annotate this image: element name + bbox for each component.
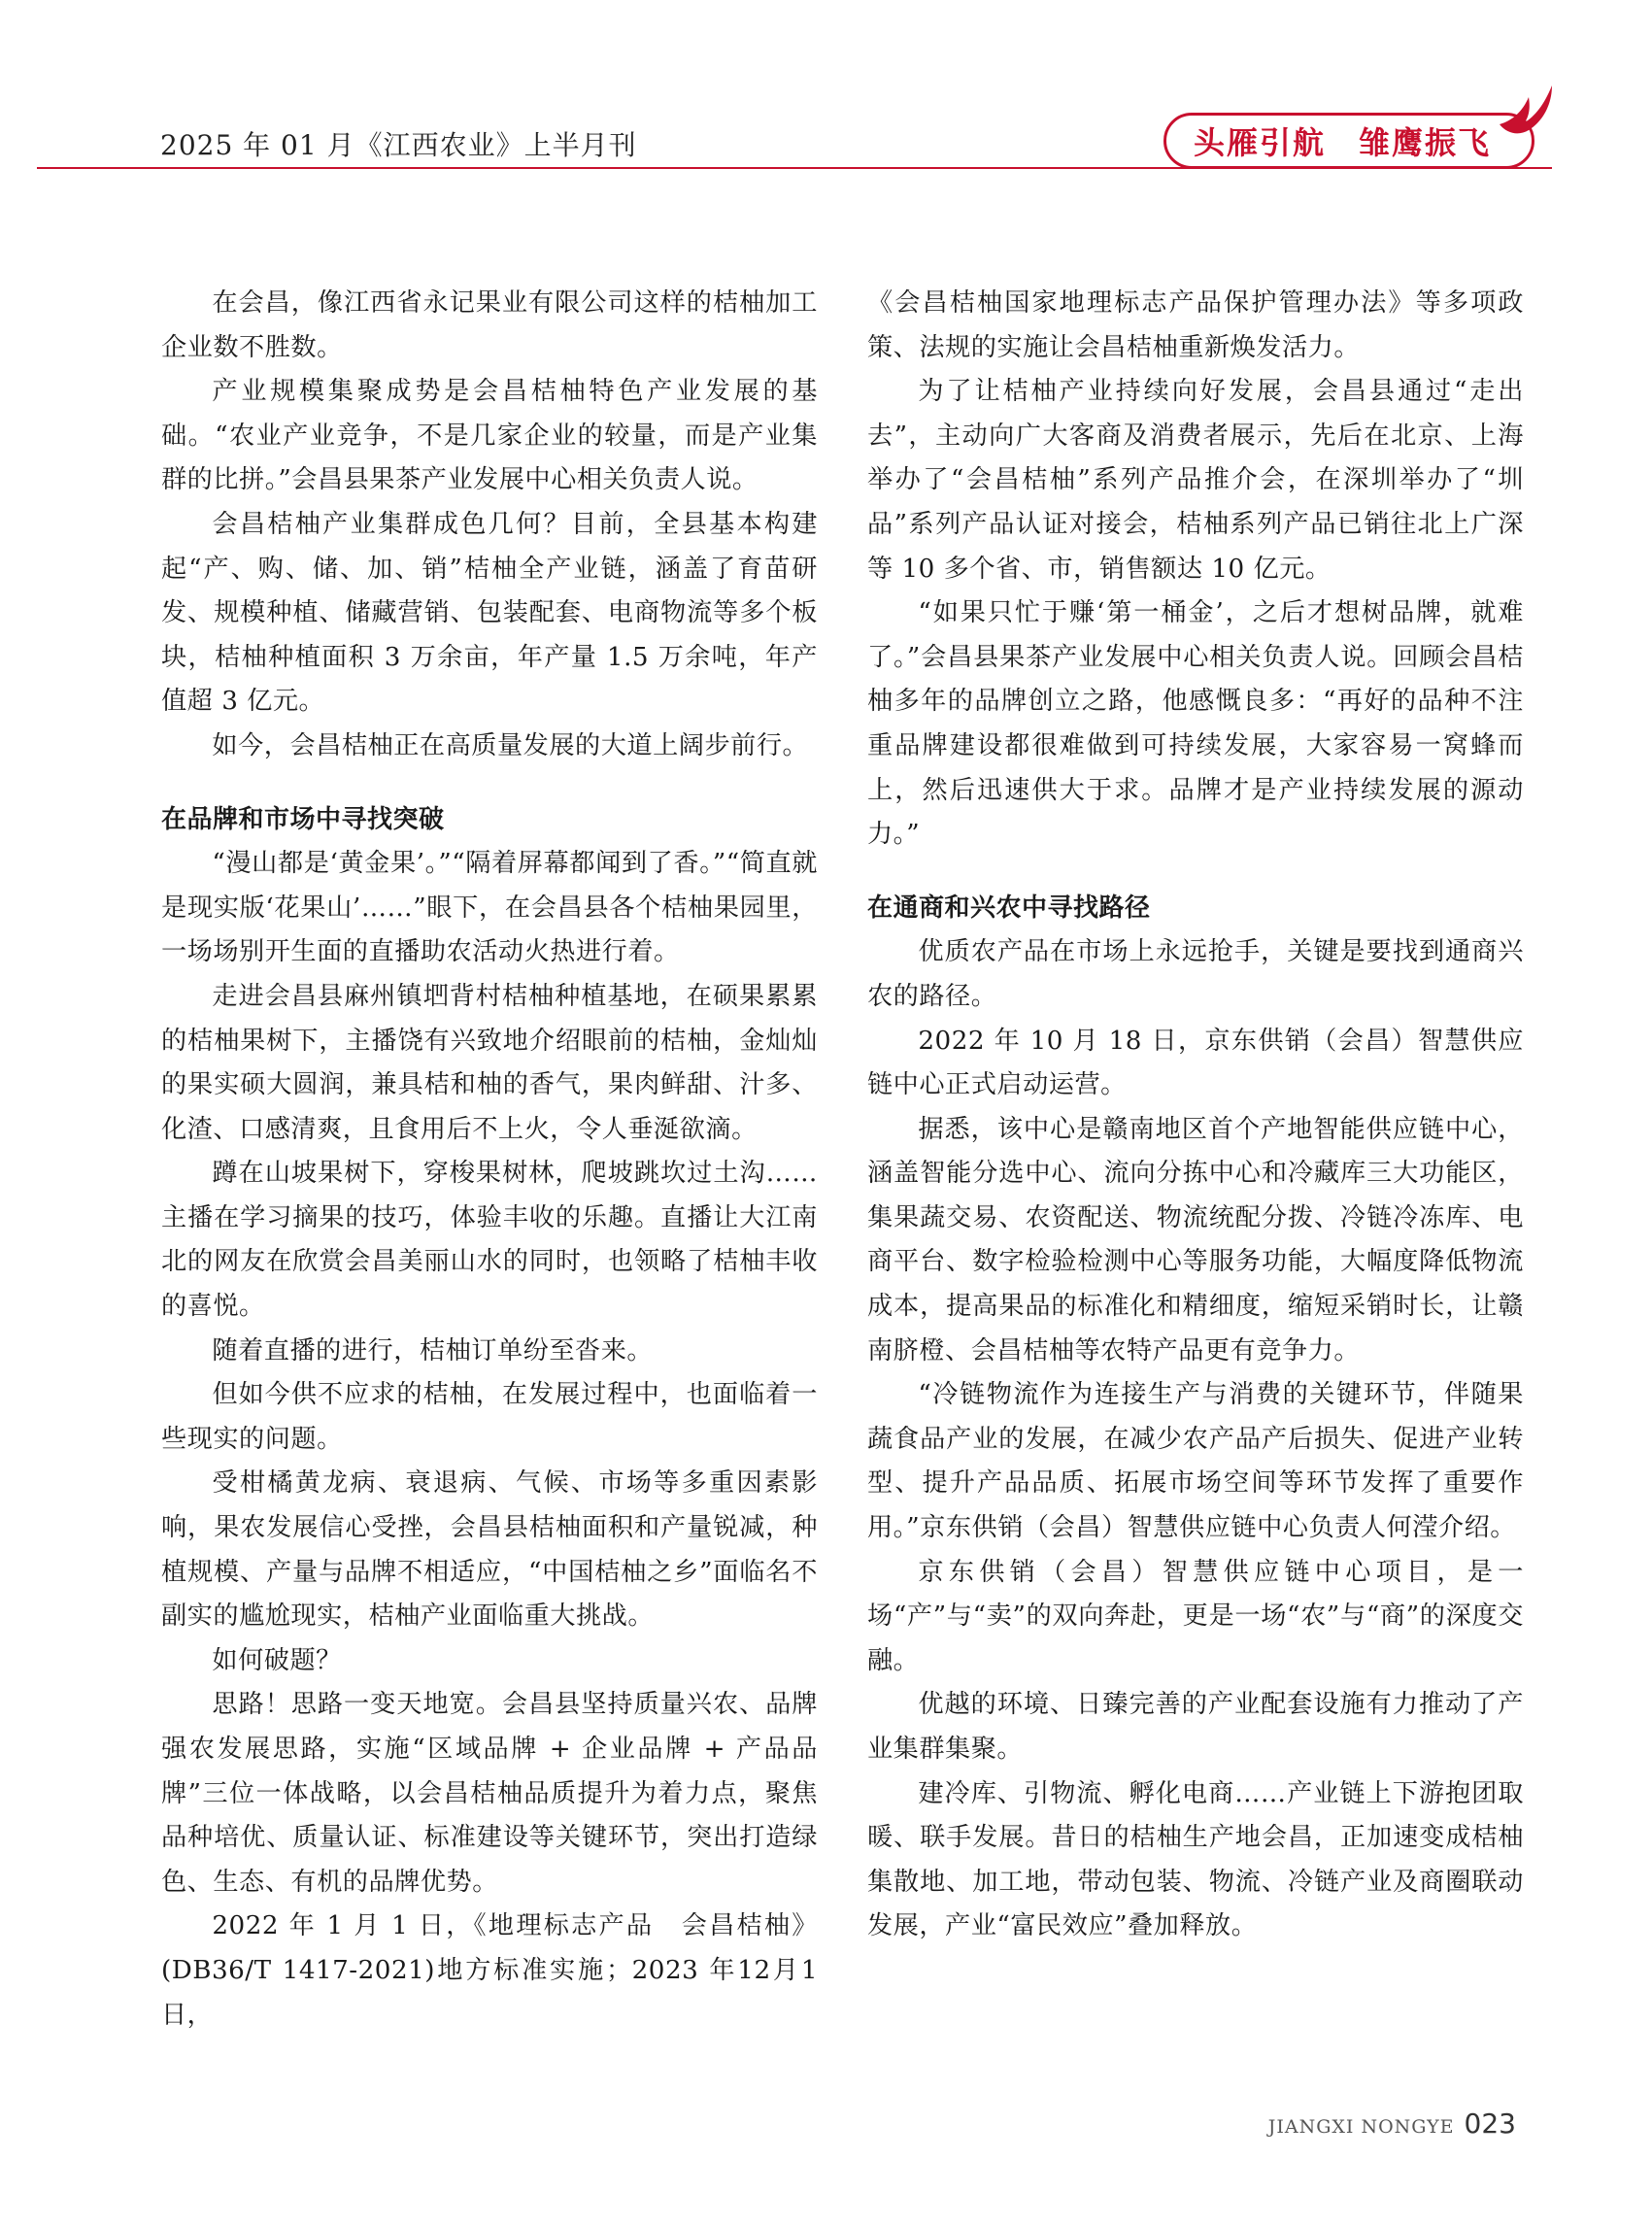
paragraph: 但如今供不应求的桔柚，在发展过程中，也面临着一些现实的问题。 <box>161 1380 818 1454</box>
left-column <box>161 282 818 2038</box>
paragraph: 蹲在山坡果树下，穿梭果树林，爬坡跳坎过土沟……主播在学习摘果的技巧，体验丰收的乐趣。直播让大江南北的网友在欣赏会昌美丽山水的同时，也领略了桔柚丰收的喜悦。 <box>161 1159 818 1322</box>
section-heading: 在品牌和市场中寻找突破 <box>161 804 445 834</box>
flying-bird-icon <box>1496 82 1556 140</box>
section-spacer <box>867 858 1524 887</box>
section-heading: 在通商和兴农中寻找路径 <box>867 893 1151 923</box>
paragraph: 据悉，该中心是赣南地区首个产地智能供应链中心，涵盖智能分选中心、流向分拣中心和冷藏库三大功能区，集果蔬交易、农资配送、物流统配分拨、冷链冷冻库、电商平台、数字检验检测中心等服务功能，大幅度降低物流成本，提高果品的标准化和精细度，缩短采销时长，让赣南脐橙、会昌桔柚等农特产品更有竞争力。 <box>867 1114 1524 1365</box>
magazine-name: JIANGXI NONGYE <box>1267 2116 1455 2138</box>
paragraph: “漫山都是‘黄金果’。”“隔着屏幕都闻到了香。”“简直就是现实版‘花果山’……”眼下，在会昌县各个桔柚果园里，一场场别开生面的直播助农活动火热进行着。 <box>161 849 818 967</box>
paragraph: 优越的环境、日臻完善的产业配套设施有力推动了产业集群集聚。 <box>867 1690 1524 1764</box>
paragraph: 为了让桔柚产业持续向好发展，会昌县通过“走出去”，主动向广大客商及消费者展示，先后在北京、上海举办了“会昌桔柚”系列产品推介会，在深圳举办了“圳品”系列产品认证对接会，桔柚系列产品已销往北上广深等 10 多个省、市，销售额达 10 亿元。 <box>867 377 1524 584</box>
paragraph: 受柑橘黄龙病、衰退病、气候、市场等多重因素影响，果农发展信心受挫，会昌县桔柚面积和产量锐减，种植规模、产量与品牌不相适应，“中国桔柚之乡”面临名不副实的尴尬现实，桔柚产业面临重大挑战。 <box>161 1468 818 1632</box>
page-footer <box>1268 2107 1516 2140</box>
paragraph: 在会昌，像江西省永记果业有限公司这样的桔柚加工企业数不胜数。 <box>161 288 818 362</box>
paragraph: 走进会昌县麻州镇垇背村桔柚种植基地，在硕果累累的桔柚果树下，主播饶有兴致地介绍眼前的桔柚，金灿灿的果实硕大圆润，兼具桔和柚的香气，果肉鲜甜、汁多、化渣、口感清爽，且食用后不上火，令人垂涎欲滴。 <box>161 981 818 1144</box>
page-number: 023 <box>1464 2107 1516 2140</box>
paragraph: 随着直播的进行，桔柚订单纷至沓来。 <box>212 1335 654 1365</box>
right-column <box>867 282 1524 1949</box>
badge-right-text: 雏鹰振飞 <box>1359 124 1492 161</box>
paragraph: 建冷库、引物流、孵化电商……产业链上下游抱团取暖、联手发展。昔日的桔柚生产地会昌，正加速变成桔柚集散地、加工地，带动包装、物流、冷链产业及商圈联动发展，产业“富民效应”叠加释放。 <box>867 1778 1524 1941</box>
paragraph: “冷链物流作为连接生产与消费的关键环节，伴随果蔬食品产业的发展，在减少农产品产后损失、促进产业转型、提升产品品质、拓展市场空间等环节发挥了重要作用。”京东供销（会昌）智慧供应链中心负责人何滢介绍。 <box>867 1380 1524 1543</box>
paragraph: 2022 年 1 月 1 日，《地理标志产品 会昌桔柚》(DB36/T 1417-2021)地方标准实施；2023 年12月1日， <box>161 1911 818 2030</box>
badge-left-text: 头雁引航 <box>1194 124 1327 161</box>
paragraph: 如今，会昌桔柚正在高质量发展的大道上阔步前行。 <box>212 730 809 760</box>
paragraph: 思路！思路一变天地宽。会昌县坚持质量兴农、品牌强农发展思路，实施“区域品牌 + 企业品牌 + 产品品牌”三位一体战略，以会昌桔柚品质提升为着力点，聚焦品种培优、质量认证、标准建设等关键环节，突出打造绿色、生态、有机的品牌优势。 <box>161 1690 818 1897</box>
paragraph: 《会昌桔柚国家地理标志产品保护管理办法》等多项政策、法规的实施让会昌桔柚重新焕发活力。 <box>867 288 1524 362</box>
paragraph: 优质农产品在市场上永远抢手，关键是要找到通商兴农的路径。 <box>867 937 1524 1011</box>
paragraph: 产业规模集聚成势是会昌桔柚特色产业发展的基础。“农业产业竞争，不是几家企业的较量，而是产业集群的比拼。”会昌县果茶产业发展中心相关负责人说。 <box>161 377 818 495</box>
paragraph: “如果只忙于赚‘第一桶金’，之后才想树品牌，就难了。”会昌县果茶产业发展中心相关负责人说。回顾会昌桔柚多年的品牌创立之路，他感慨良多：“再好的品种不注重品牌建设都很难做到可持续发展，大家容易一窝蜂而上，然后迅速供大于求。品牌才是产业持续发展的源动力。” <box>867 598 1524 850</box>
paragraph: 如何破题？ <box>212 1645 342 1675</box>
section-spacer <box>161 769 818 798</box>
issue-title: 2025 年 01 月《江西农业》上半月刊 <box>160 129 637 161</box>
paragraph: 京东供销（会昌）智慧供应链中心项目，是一场“产”与“卖”的双向奔赴，更是一场“农”与“商”的深度交融。 <box>867 1557 1524 1675</box>
paragraph: 2022 年 10 月 18 日，京东供销（会昌）智慧供应链中心正式启动运营。 <box>867 1026 1524 1100</box>
paragraph: 会昌桔柚产业集群成色几何？目前，全县基本构建起“产、购、储、加、销”桔柚全产业链，涵盖了育苗研发、规模种植、储藏营销、包装配套、电商物流等多个板块，桔柚种植面积 3 万余亩，年产量 1.5 万余吨，年产值超 3 亿元。 <box>161 509 818 717</box>
column-badge <box>1163 113 1534 169</box>
